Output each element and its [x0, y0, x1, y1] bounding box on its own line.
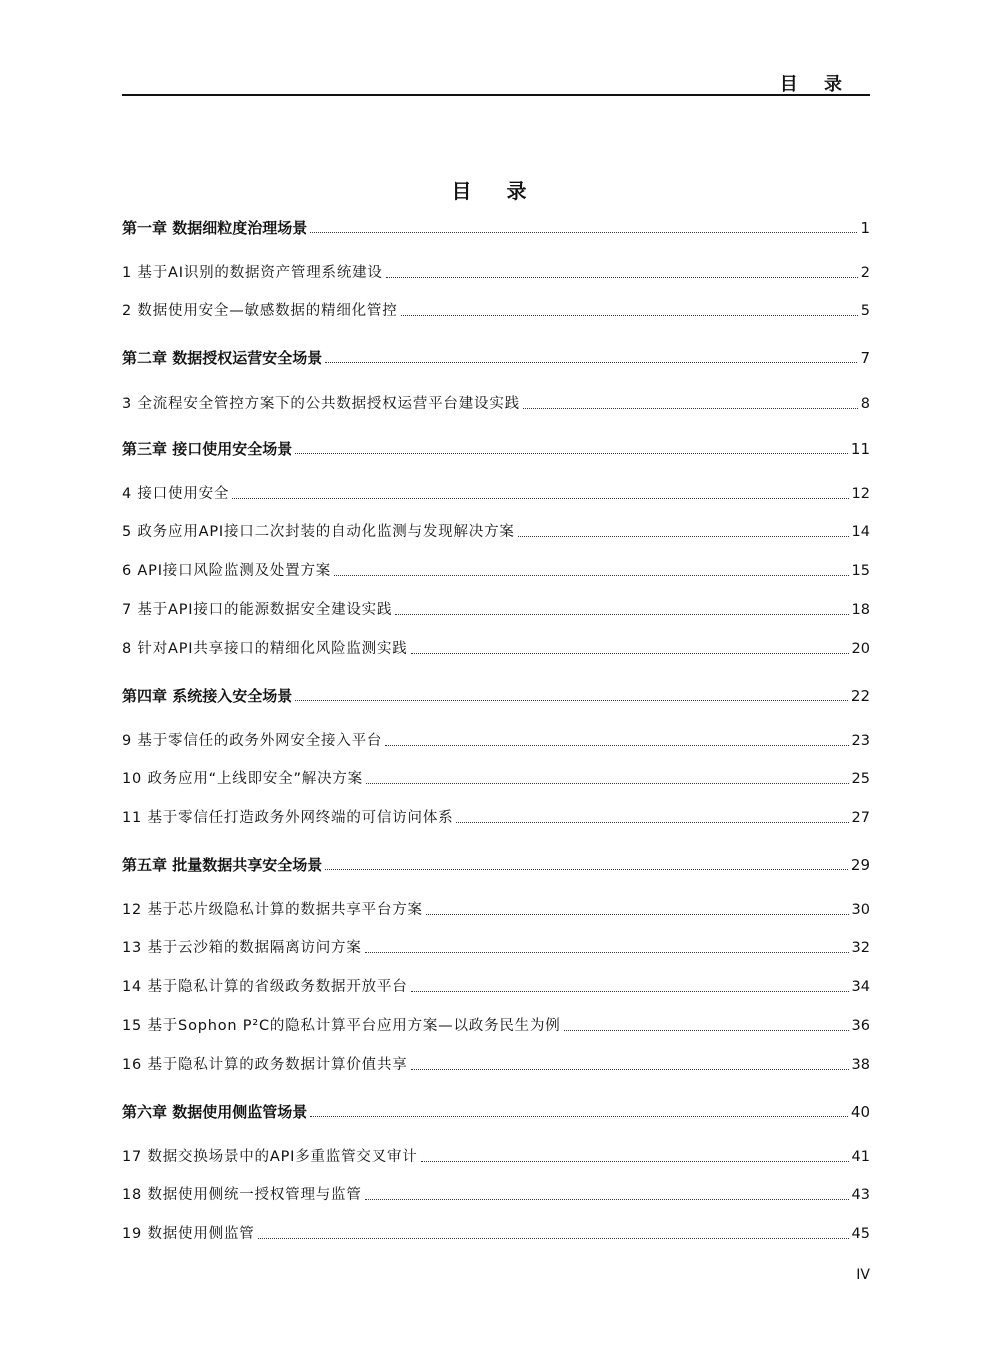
toc-section-entry[interactable]	[122, 808, 870, 828]
toc-section-entry[interactable]	[122, 938, 870, 958]
toc-page-number: 12	[851, 486, 870, 502]
toc-section-entry[interactable]	[122, 1224, 870, 1244]
toc-dot-leader	[518, 536, 849, 537]
toc-entry-label: 第四章 系统接入安全场景	[122, 687, 293, 705]
toc-page-number: 29	[850, 856, 870, 874]
toc-entry-label: 2 数据使用安全—敏感数据的精细化管控	[122, 303, 398, 319]
toc-dot-leader	[411, 653, 849, 654]
toc-section-entry[interactable]	[122, 977, 870, 997]
toc-page-number: 25	[851, 771, 870, 787]
toc-page-number: 22	[850, 687, 870, 705]
toc-page-number: 15	[851, 563, 870, 579]
toc-section-entry[interactable]	[122, 600, 870, 620]
toc-page-number: 40	[850, 1103, 870, 1121]
toc-entry-label: 15 基于Sophon P²C的隐私计算平台应用方案—以政务民生为例	[122, 1018, 561, 1034]
toc-entry-label: 3 全流程安全管控方案下的公共数据授权运营平台建设实践	[122, 396, 520, 412]
toc-section-entry[interactable]	[122, 1147, 870, 1167]
toc-section-entry[interactable]	[122, 1055, 870, 1075]
toc-section-entry[interactable]	[122, 394, 870, 414]
toc-dot-leader	[325, 869, 848, 870]
toc-entry-label: 第五章 批量数据共享安全场景	[122, 856, 323, 874]
toc-dot-leader	[421, 1161, 849, 1162]
toc-entry-label: 19 数据使用侧监管	[122, 1226, 255, 1242]
toc-entry-label: 4 接口使用安全	[122, 486, 230, 502]
toc-dot-leader	[411, 991, 849, 992]
toc-dot-leader	[411, 1069, 849, 1070]
toc-section-entry[interactable]	[122, 301, 870, 321]
toc-page-number: 38	[851, 1057, 870, 1073]
toc-page-number: 1	[860, 219, 870, 237]
toc-page-number: 20	[851, 641, 870, 657]
toc-page-number: 36	[851, 1018, 870, 1034]
toc-dot-leader	[325, 362, 857, 363]
toc-dot-leader	[295, 700, 848, 701]
toc-dot-leader	[334, 575, 848, 576]
toc-page-number: 18	[851, 602, 870, 618]
toc-section-entry[interactable]	[122, 769, 870, 789]
toc-page-number: 2	[860, 265, 870, 281]
toc-dot-leader	[310, 1116, 848, 1117]
toc-entry-label: 10 政务应用“上线即安全”解决方案	[122, 771, 363, 787]
toc-page-number: 43	[851, 1187, 870, 1203]
toc-dot-leader	[310, 232, 857, 233]
toc-entry-label: 1 基于AI识别的数据资产管理系统建设	[122, 265, 383, 281]
toc-section-entry[interactable]	[122, 522, 870, 542]
toc-dot-leader	[523, 408, 858, 409]
toc-entry-label: 17 数据交换场景中的API多重监管交叉审计	[122, 1149, 418, 1165]
toc-section-entry[interactable]	[122, 484, 870, 504]
toc-section-entry[interactable]	[122, 731, 870, 751]
toc-chapter-entry[interactable]	[122, 348, 870, 368]
toc-dot-leader	[366, 783, 849, 784]
toc-dot-leader	[232, 498, 848, 499]
toc-entry-label: 16 基于隐私计算的政务数据计算价值共享	[122, 1057, 408, 1073]
toc-entry-label: 11 基于零信任打造政务外网终端的可信访问体系	[122, 810, 454, 826]
toc-entry-label: 9 基于零信任的政务外网安全接入平台	[122, 733, 383, 749]
toc-entry-label: 8 针对API共享接口的精细化风险监测实践	[122, 641, 408, 657]
toc-page-number: 11	[850, 440, 870, 458]
toc-page-number: 14	[851, 524, 870, 540]
toc-chapter-entry[interactable]	[122, 1102, 870, 1122]
page-title: 目 录	[451, 179, 541, 203]
toc-dot-leader	[365, 1199, 849, 1200]
toc-page-number: 7	[860, 349, 870, 367]
toc-dot-leader	[386, 277, 858, 278]
toc-section-entry[interactable]	[122, 1016, 870, 1036]
toc-entry-label: 第六章 数据使用侧监管场景	[122, 1103, 308, 1121]
toc-page-number: 41	[851, 1149, 870, 1165]
toc-section-entry[interactable]	[122, 900, 870, 920]
toc-dot-leader	[426, 914, 849, 915]
toc-section-entry[interactable]	[122, 1185, 870, 1205]
toc-dot-leader	[564, 1030, 849, 1031]
toc-page-number: 5	[860, 303, 870, 319]
toc-section-entry[interactable]	[122, 263, 870, 283]
toc-entry-label: 第三章 接口使用安全场景	[122, 440, 293, 458]
table-of-contents	[122, 0, 870, 1346]
toc-entry-label: 14 基于隐私计算的省级政务数据开放平台	[122, 979, 408, 995]
toc-dot-leader	[395, 614, 848, 615]
toc-entry-label: 第二章 数据授权运营安全场景	[122, 349, 323, 367]
toc-chapter-entry[interactable]	[122, 686, 870, 706]
toc-dot-leader	[456, 822, 848, 823]
footer-page-number: IV	[856, 1267, 870, 1283]
header-title: 目 录	[779, 74, 852, 95]
toc-chapter-entry[interactable]	[122, 855, 870, 875]
toc-entry-label: 第一章 数据细粒度治理场景	[122, 219, 308, 237]
toc-page-number: 34	[851, 979, 870, 995]
toc-entry-label: 12 基于芯片级隐私计算的数据共享平台方案	[122, 902, 423, 918]
toc-entry-label: 6 API接口风险监测及处置方案	[122, 563, 332, 579]
toc-chapter-entry[interactable]	[122, 439, 870, 459]
toc-page-number: 23	[851, 733, 870, 749]
toc-page-number: 30	[851, 902, 870, 918]
toc-page-number: 45	[851, 1226, 870, 1242]
toc-page-number: 8	[860, 396, 870, 412]
toc-dot-leader	[258, 1238, 849, 1239]
toc-entry-label: 13 基于云沙箱的数据隔离访问方案	[122, 940, 362, 956]
toc-page-number: 32	[851, 940, 870, 956]
toc-dot-leader	[401, 315, 858, 316]
toc-section-entry[interactable]	[122, 561, 870, 581]
toc-entry-label: 7 基于API接口的能源数据安全建设实践	[122, 602, 393, 618]
toc-chapter-entry[interactable]	[122, 218, 870, 238]
toc-dot-leader	[385, 745, 848, 746]
toc-entry-label: 5 政务应用API接口二次封装的自动化监测与发现解决方案	[122, 524, 515, 540]
toc-dot-leader	[365, 952, 849, 953]
toc-dot-leader	[295, 453, 848, 454]
toc-page-number: 27	[851, 810, 870, 826]
toc-entry-label: 18 数据使用侧统一授权管理与监管	[122, 1187, 362, 1203]
toc-section-entry[interactable]	[122, 639, 870, 659]
